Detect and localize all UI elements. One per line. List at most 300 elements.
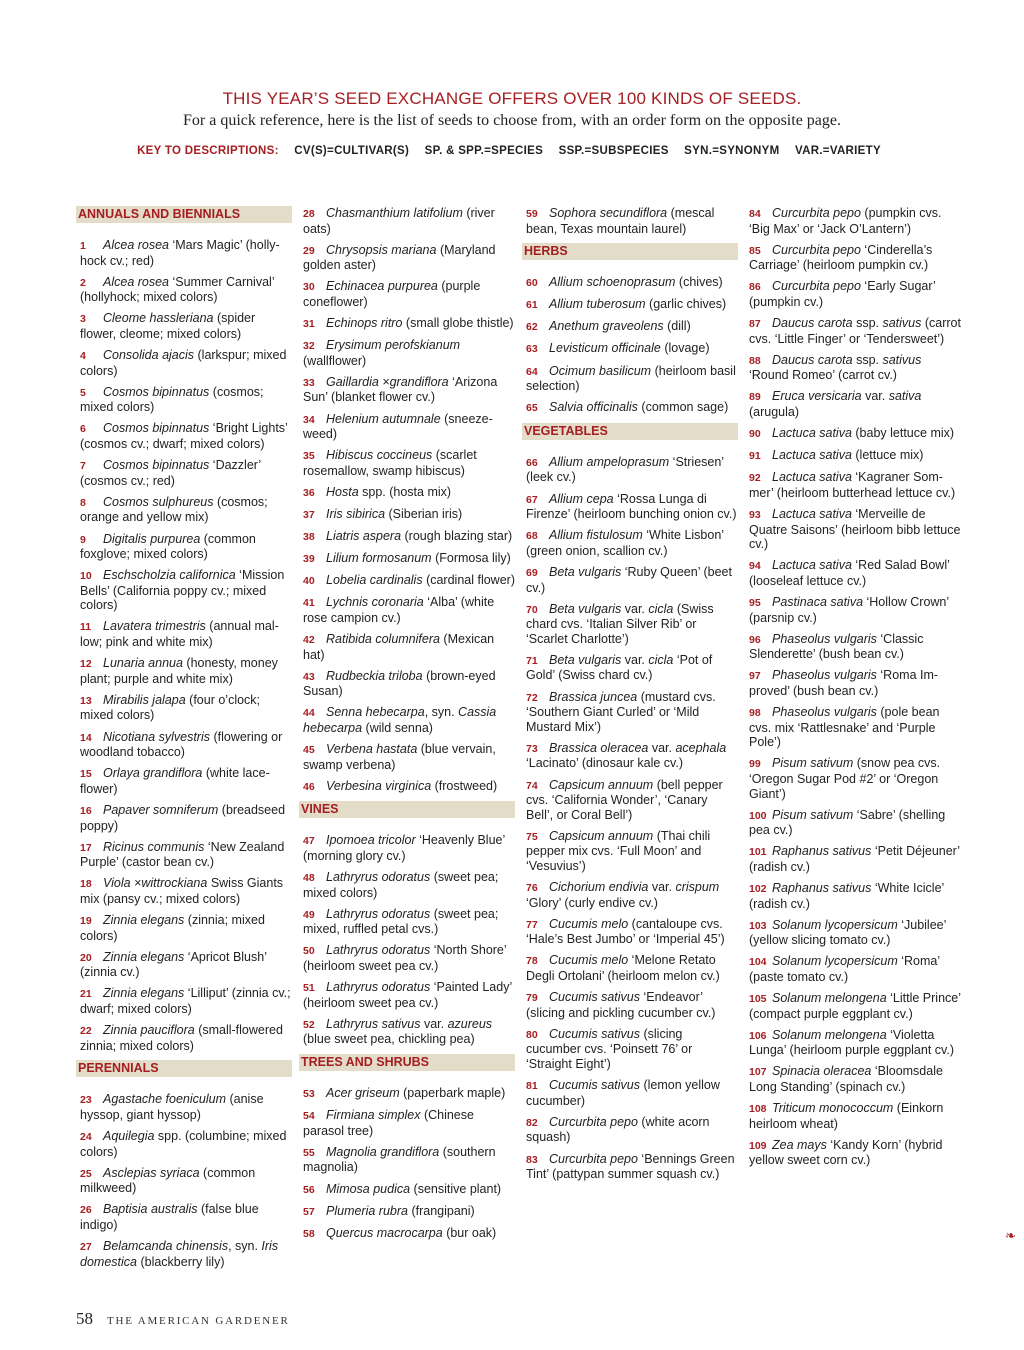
seed-description: (bur oak) xyxy=(442,1225,497,1240)
seed-item xyxy=(76,495,292,525)
section-heading: PERENNIALS xyxy=(76,1060,292,1077)
seed-item xyxy=(745,426,961,442)
seed-number: 76 xyxy=(526,882,538,895)
seed-item xyxy=(745,316,961,346)
botanical-name: Ipomoea tricolor xyxy=(326,833,416,848)
seed-description: ‘Violetta Lunga’ (heirloom purple eggplant cv.) xyxy=(749,1027,954,1058)
seed-description: ‘White Lisbon’ (green onion, scallion cv.) xyxy=(526,528,724,558)
seed-description: ‘Summer Carnival’ (hollyhock; mixed colors) xyxy=(80,274,275,305)
seed-number: 11 xyxy=(80,621,92,634)
seed-description: ‘White Icicle’ (radish cv.) xyxy=(749,880,944,911)
seed-description: ‘Bennings Green Tint’ (pattypan summer squash cv.) xyxy=(526,1151,735,1182)
seed-description: ‘Ruby Queen’ (beet cv.) xyxy=(526,564,732,595)
seed-item xyxy=(522,990,738,1020)
seed-description: ‘Melone Retato Degli Ortolani’ (heirloom melon cv.) xyxy=(526,953,720,984)
seed-item xyxy=(76,950,292,980)
botanical-name: Beta vulgaris xyxy=(549,652,622,667)
seed-description: (Swiss chard cvs. ‘Italian Silver Rib’ or ‘Scarlet Charlotte’) xyxy=(526,601,714,646)
seed-item xyxy=(76,275,292,305)
key-item: SP. & SPP.=SPECIES xyxy=(424,145,544,157)
seed-item xyxy=(76,730,292,760)
botanical-name: Lactuca sativa xyxy=(772,448,852,463)
seed-item xyxy=(76,913,292,943)
seed-description: (frostweed) xyxy=(431,778,498,793)
seed-description: ‘Painted Lady’ (heirloom sweet pea cv.) xyxy=(303,980,512,1010)
seed-item xyxy=(745,668,961,698)
seed-description: (larkspur; mixed colors) xyxy=(80,348,287,378)
seed-item xyxy=(745,991,961,1021)
botanical-name: cicla xyxy=(648,652,674,667)
seed-item xyxy=(299,485,515,501)
seed-number: 105 xyxy=(749,993,767,1006)
seed-description: var. xyxy=(621,652,649,667)
seed-item xyxy=(745,279,961,309)
seed-description: spp. (columbine; mixed colors) xyxy=(80,1128,287,1159)
seed-number: 33 xyxy=(303,376,315,389)
botanical-name: Cucumis sativus xyxy=(549,1026,640,1041)
seed-description: ‘Cinderella’s Carriage’ (heirloom pumpkin cv.) xyxy=(749,242,933,273)
seed-number: 69 xyxy=(526,566,538,579)
seed-item xyxy=(522,319,738,335)
seed-number: 57 xyxy=(303,1205,315,1218)
seed-number: 16 xyxy=(80,804,92,817)
seed-item xyxy=(299,206,515,236)
botanical-name: Cosmos bipinnatus xyxy=(103,384,210,399)
seed-description: ssp. xyxy=(852,316,883,331)
seed-description: (false blue indigo) xyxy=(80,1202,259,1232)
seed-item xyxy=(299,316,515,332)
botanical-name: Anethum graveolens xyxy=(549,319,664,334)
botanical-name: Cosmos bipinnatus xyxy=(103,421,210,436)
seed-item xyxy=(299,573,515,589)
botanical-name: Zea mays xyxy=(772,1137,827,1152)
seed-item xyxy=(522,880,738,910)
seed-description: (breadseed poppy) xyxy=(80,802,286,833)
seed-description: ‘Heavenly Blue’ (morning glory cv.) xyxy=(303,833,505,863)
seed-number: 14 xyxy=(80,731,92,744)
botanical-name: Cassia hebecarpa xyxy=(303,705,497,736)
seed-description: ‘Dazzler’ (cosmos cv.; red) xyxy=(80,458,261,488)
seed-description: (cosmos; mixed colors) xyxy=(80,384,264,415)
seed-item xyxy=(745,632,961,662)
botanical-name: Lavatera trimestris xyxy=(103,619,206,634)
botanical-name: sativus xyxy=(882,316,922,331)
botanical-name: Eschscholzia californica xyxy=(103,568,236,583)
seed-description: (small-flowered zinnia; mixed colors) xyxy=(80,1023,283,1053)
botanical-name: Verbena hastata xyxy=(326,742,418,757)
seed-number: 27 xyxy=(80,1240,92,1253)
seed-number: 45 xyxy=(303,744,315,757)
botanical-name: Lathryrus sativus xyxy=(326,1016,421,1031)
seed-number: 15 xyxy=(80,768,92,781)
seed-number: 66 xyxy=(526,456,538,469)
seed-description: (rough blazing star) xyxy=(401,529,513,544)
botanical-name: Cucumis sativus xyxy=(549,1078,640,1093)
seed-item xyxy=(745,558,961,588)
seed-description: ‘Alba’ (white rose campion cv.) xyxy=(303,595,495,625)
seed-number: 24 xyxy=(80,1130,92,1143)
botanical-name: Solanum lycopersicum xyxy=(772,954,898,969)
seed-description: ‘Kagraner Sommer’ (heirloom butterhead lettuce cv.) xyxy=(749,470,956,500)
seed-description: var. xyxy=(648,880,676,895)
botanical-name: Digitalis purpurea xyxy=(103,531,201,546)
seed-number: 103 xyxy=(749,919,767,932)
seed-number: 102 xyxy=(749,882,767,895)
seed-item xyxy=(522,690,738,735)
seed-item xyxy=(299,705,515,735)
botanical-name: Verbesina virginica xyxy=(326,778,432,793)
seed-item xyxy=(745,470,961,500)
seed-description: (anise hyssop, giant hyssop) xyxy=(80,1092,264,1122)
seed-item xyxy=(76,385,292,415)
botanical-name: Beta vulgaris xyxy=(549,601,622,616)
key-item: VAR.=VARIETY xyxy=(794,145,881,157)
seed-item xyxy=(76,1166,292,1196)
seed-number: 79 xyxy=(526,992,538,1005)
seed-item xyxy=(76,311,292,341)
seed-description: (frangipani) xyxy=(407,1203,475,1218)
seed-number: 30 xyxy=(303,281,315,294)
seed-number: 87 xyxy=(749,318,761,331)
seed-description: (annual mallow; pink and white mix) xyxy=(80,619,279,650)
seed-description: var. xyxy=(420,1016,448,1031)
botanical-name: Spinacia oleracea xyxy=(772,1064,872,1079)
seed-number: 19 xyxy=(80,914,92,927)
seed-description: ‘Bloomsdale Long Standing’ (spinach cv.) xyxy=(749,1064,943,1094)
seed-description: (sneezeweed) xyxy=(303,411,493,442)
seed-description: (lettuce mix) xyxy=(851,448,924,463)
seed-number: 29 xyxy=(303,244,315,257)
seed-number: 37 xyxy=(303,509,315,521)
seed-item xyxy=(745,918,961,948)
botanical-name: Acer griseum xyxy=(326,1086,400,1101)
botanical-name: Cosmos bipinnatus xyxy=(103,458,210,473)
seed-description: (Chinese parasol tree) xyxy=(303,1108,474,1138)
seed-number: 51 xyxy=(303,982,315,995)
botanical-name: Raphanus sativus xyxy=(772,844,872,859)
botanical-name: Levisticum officinale xyxy=(549,341,661,356)
botanical-name: Phaseolus vulgaris xyxy=(772,705,877,720)
seed-description: (white acorn squash) xyxy=(526,1114,710,1145)
botanical-name: Belamcanda chinensis xyxy=(103,1238,229,1253)
page-footer xyxy=(76,1309,290,1329)
botanical-name: Allium fistulosum xyxy=(549,528,643,543)
botanical-name: Pisum sativum xyxy=(772,756,854,771)
seed-item xyxy=(76,348,292,378)
seed-number: 85 xyxy=(749,244,761,257)
seed-number: 67 xyxy=(526,493,538,506)
seed-description: spp. (hosta mix) xyxy=(358,484,452,499)
seed-description: ‘New Zealand Purple’ (castor bean cv.) xyxy=(80,839,285,870)
botanical-name: Aquilegia xyxy=(103,1128,155,1143)
botanical-name: Liatris aspera xyxy=(326,529,402,544)
botanical-name: Zinnia elegans xyxy=(103,949,185,964)
seed-number: 68 xyxy=(526,530,538,543)
seed-item xyxy=(522,778,738,823)
seed-description: var. xyxy=(621,601,649,616)
seed-description: ‘Petit Déjeuner’ (radish cv.) xyxy=(749,844,960,874)
seed-description: (heirloom basil selection) xyxy=(526,363,736,394)
seed-description: (sweet pea; mixed colors) xyxy=(303,870,499,900)
seed-description: (flowering or woodland tobacco) xyxy=(80,729,283,760)
seed-column-4 xyxy=(745,206,961,1174)
seed-item xyxy=(299,595,515,625)
seed-number: 43 xyxy=(303,670,315,683)
seed-description: (brown-eyed Susan) xyxy=(303,668,496,699)
seed-number: 101 xyxy=(749,846,767,859)
seed-number: 63 xyxy=(526,343,538,356)
seed-item xyxy=(299,1108,515,1138)
seed-number: 96 xyxy=(749,633,761,646)
seed-description: ‘Roma Improved’ (bush bean cv.) xyxy=(749,668,939,698)
seed-number: 34 xyxy=(303,413,315,426)
seed-number: 88 xyxy=(749,354,761,367)
seed-description: (arugula) xyxy=(749,405,800,420)
seed-description: (Thai chili pepper mix cvs. ‘Full Moon’ and ‘Vesuvius’) xyxy=(526,828,711,873)
section-heading: HERBS xyxy=(522,243,738,260)
seed-number: 3 xyxy=(80,313,86,326)
seed-number: 55 xyxy=(303,1146,315,1159)
seed-number: 109 xyxy=(749,1139,767,1152)
botanical-name: Cleome hassleriana xyxy=(103,311,214,326)
seed-number: 60 xyxy=(526,277,538,290)
botanical-name: Solanum melongena xyxy=(772,991,887,1006)
seed-number: 7 xyxy=(80,460,86,473)
seed-number: 81 xyxy=(526,1080,538,1093)
seed-item xyxy=(299,1204,515,1220)
seed-item xyxy=(299,338,515,368)
botanical-name: Salvia officinalis xyxy=(549,400,638,415)
seed-description: ‘Little Prince’ (compact purple eggplant cv.) xyxy=(749,991,961,1021)
seed-item xyxy=(76,458,292,488)
seed-number: 72 xyxy=(526,691,538,704)
botanical-name: Asclepias syriaca xyxy=(103,1165,200,1180)
seed-description: (slicing cucumber cvs. ‘Poinsett 76’ or ‘Straight Eight’) xyxy=(526,1026,693,1072)
page-number: 58 xyxy=(76,1309,93,1328)
seed-item xyxy=(522,206,738,236)
botanical-name: Curcurbita pepo xyxy=(772,242,861,257)
seed-number: 26 xyxy=(80,1204,92,1217)
seed-number: 75 xyxy=(526,830,538,843)
seed-item xyxy=(76,803,292,833)
botanical-name: Capsicum annuum xyxy=(549,777,654,792)
botanical-name: Nicotiana sylvestris xyxy=(103,729,210,744)
seed-number: 86 xyxy=(749,281,761,294)
seed-item xyxy=(522,1115,738,1145)
botanical-name: Allium tuberosum xyxy=(549,297,646,312)
seed-number: 58 xyxy=(303,1227,315,1240)
seed-item xyxy=(745,844,961,874)
seed-item xyxy=(522,1152,738,1182)
key-to-descriptions xyxy=(0,145,1024,157)
botanical-name: Consolida ajacis xyxy=(103,348,195,363)
seed-description: (purple coneflower) xyxy=(303,279,481,309)
seed-number: 65 xyxy=(526,402,538,415)
seed-description: ‘Jubilee’ (yellow slicing tomato cv.) xyxy=(749,917,946,948)
seed-column-3 xyxy=(522,206,738,1188)
seed-item xyxy=(76,1023,292,1053)
botanical-name: acephala xyxy=(675,740,727,755)
botanical-name: Lilium formosanum xyxy=(326,551,432,566)
seed-number: 54 xyxy=(303,1110,315,1123)
seed-item xyxy=(76,1092,292,1122)
botanical-name: Senna hebecarpa xyxy=(326,705,425,720)
botanical-name: Lathryrus odoratus xyxy=(326,870,431,885)
seed-number: 97 xyxy=(749,670,761,683)
botanical-name: Brassica juncea xyxy=(549,689,638,704)
seed-description: (sweet pea; mixed, ruffled petal cvs.) xyxy=(303,906,499,937)
botanical-name: Cosmos sulphureus xyxy=(103,494,214,509)
seed-description: ‘Mission Bells’ (California poppy cv.; mixed colors) xyxy=(80,568,285,613)
seed-item xyxy=(299,243,515,273)
seed-item xyxy=(76,840,292,870)
botanical-name: Curcurbita pepo xyxy=(549,1151,638,1166)
seed-number: 42 xyxy=(303,634,315,647)
seed-item xyxy=(299,980,515,1010)
seed-number: 5 xyxy=(80,386,86,399)
seed-item xyxy=(76,238,292,268)
botanical-name: Chasmanthium latifolium xyxy=(326,206,463,220)
seed-description: (wild senna) xyxy=(362,721,433,736)
seed-item xyxy=(522,364,738,394)
botanical-name: Baptisia australis xyxy=(103,1202,198,1217)
seed-item xyxy=(76,766,292,796)
botanical-name: Curcurbita pepo xyxy=(772,206,861,220)
seed-item xyxy=(745,954,961,984)
botanical-name: Ratibida columnifera xyxy=(326,632,440,647)
botanical-name: Solanum melongena xyxy=(772,1027,887,1042)
seed-number: 8 xyxy=(80,496,86,509)
seed-item xyxy=(299,943,515,973)
seed-item xyxy=(745,756,961,801)
seed-item xyxy=(76,656,292,686)
seed-item xyxy=(76,532,292,562)
seed-number: 98 xyxy=(749,707,761,720)
seed-number: 20 xyxy=(80,951,92,964)
seed-description: (Formosa lily) xyxy=(431,551,511,566)
seed-number: 99 xyxy=(749,758,761,771)
botanical-name: Curcurbita pepo xyxy=(772,279,861,294)
botanical-name: Mirabilis jalapa xyxy=(103,692,186,707)
botanical-name: Chrysopsis mariana xyxy=(326,242,437,257)
seed-number: 1 xyxy=(80,240,86,252)
botanical-name: Capsicum annuum xyxy=(549,828,654,843)
seed-number: 61 xyxy=(526,299,538,312)
seed-number: 47 xyxy=(303,835,315,848)
seed-description: (small globe thistle) xyxy=(402,316,514,331)
seed-item xyxy=(299,279,515,309)
seed-number: 92 xyxy=(749,472,761,485)
botanical-name: azureus xyxy=(447,1016,493,1031)
botanical-name: Lathryrus odoratus xyxy=(326,943,431,958)
botanical-name: Echinacea purpurea xyxy=(326,279,438,294)
seed-number: 18 xyxy=(80,878,92,891)
botanical-name: Rudbeckia triloba xyxy=(326,668,423,683)
seed-number: 48 xyxy=(303,872,315,885)
botanical-name: Erysimum perofskianum xyxy=(326,338,461,353)
botanical-name: Firmiana simplex xyxy=(326,1108,421,1123)
botanical-name: Cichorium endivia xyxy=(549,880,649,895)
botanical-name: Cucumis melo xyxy=(549,916,629,931)
seed-description: (bell pepper cvs. ‘California Wonder’, ‘Canary Bell’, or Coral Bell’) xyxy=(526,777,723,822)
botanical-name: Curcurbita pepo xyxy=(549,1114,638,1129)
seed-item xyxy=(745,448,961,464)
seed-item xyxy=(745,1064,961,1094)
seed-number: 46 xyxy=(303,780,315,793)
seed-number: 31 xyxy=(303,318,315,331)
seed-number: 108 xyxy=(749,1103,767,1116)
seed-number: 25 xyxy=(80,1167,92,1180)
seed-item xyxy=(299,1145,515,1175)
botanical-name: Pisum sativum xyxy=(772,807,854,822)
seed-number: 106 xyxy=(749,1029,767,1042)
seed-number: 84 xyxy=(749,208,761,220)
seed-number: 23 xyxy=(80,1094,92,1107)
seed-item xyxy=(299,632,515,662)
botanical-name: cicla xyxy=(648,601,674,616)
seed-description: ‘Arizona Sun’ (blanket flower cv.) xyxy=(303,374,498,405)
seed-item xyxy=(745,705,961,750)
seed-item xyxy=(522,275,738,291)
seed-description: ‘Roma’ (paste tomato cv.) xyxy=(749,954,940,984)
seed-number: 82 xyxy=(526,1116,538,1129)
seed-description: ‘Pot of Gold’ (Swiss chard cv.) xyxy=(526,652,713,683)
seed-description: (cantaloupe cvs. ‘Hale’s Best Jumbo’ or ‘Imperial 45’) xyxy=(526,916,725,947)
seed-item xyxy=(522,297,738,313)
key-item: SSP.=SUBSPECIES xyxy=(558,145,669,157)
seed-description: var. xyxy=(648,740,676,755)
seed-number: 49 xyxy=(303,908,315,921)
seed-column-1 xyxy=(76,206,292,1276)
seed-item xyxy=(522,341,738,357)
seed-description: (mescal bean, Texas mountain laurel) xyxy=(526,206,715,236)
botanical-name: Allium ampeloprasum xyxy=(549,454,670,469)
seed-description: (cardinal flower) xyxy=(422,573,515,588)
seed-number: 50 xyxy=(303,945,315,958)
page-subtitle: For a quick reference, here is the list of seeds to choose from, with an order form on the opposite page. xyxy=(182,112,841,129)
seed-item xyxy=(299,907,515,937)
seed-item xyxy=(745,808,961,838)
seed-description: (dill) xyxy=(663,319,691,334)
page-title: THIS YEAR’S SEED EXCHANGE OFFERS OVER 100 KINDS OF SEEDS. xyxy=(222,89,802,108)
seed-description: (pole bean cvs. mix ‘Rattlesnake’ and ‘Purple Pole’) xyxy=(749,705,940,750)
seed-item xyxy=(522,917,738,947)
botanical-name: Lychnis coronaria xyxy=(326,595,424,610)
botanical-name: Pastinaca sativa xyxy=(772,594,864,609)
seed-item xyxy=(522,953,738,983)
botanical-name: Phaseolus vulgaris xyxy=(772,631,877,646)
seed-item xyxy=(76,1129,292,1159)
seed-description: ‘North Shore’ (heirloom sweet pea cv.) xyxy=(303,943,507,974)
seed-description: ‘Sabre’ (shelling pea cv.) xyxy=(749,807,946,838)
botanical-name: Lactuca sativa xyxy=(772,507,852,521)
seed-number: 28 xyxy=(303,208,315,220)
seed-item xyxy=(299,1226,515,1242)
seed-number: 64 xyxy=(526,365,538,378)
seed-number: 62 xyxy=(526,321,538,334)
seed-description: (blackberry lily) xyxy=(136,1254,225,1269)
seed-item xyxy=(745,1138,961,1168)
botanical-name: Beta vulgaris xyxy=(549,564,622,579)
seed-item xyxy=(299,1086,515,1102)
seed-description: (snow pea cvs. ‘Oregon Sugar Pod #2’ or ‘Oregon Giant’) xyxy=(749,756,941,801)
botanical-name: Helenium autumnale xyxy=(326,411,441,426)
seed-description: (common milkweed) xyxy=(80,1165,256,1196)
seed-number: 39 xyxy=(303,553,315,566)
seed-description: ‘Rossa Lunga di Firenze’ (heirloom bunching onion cv.) xyxy=(526,491,737,522)
botanical-name: Iris domestica xyxy=(80,1238,279,1269)
seed-item xyxy=(76,1239,292,1269)
